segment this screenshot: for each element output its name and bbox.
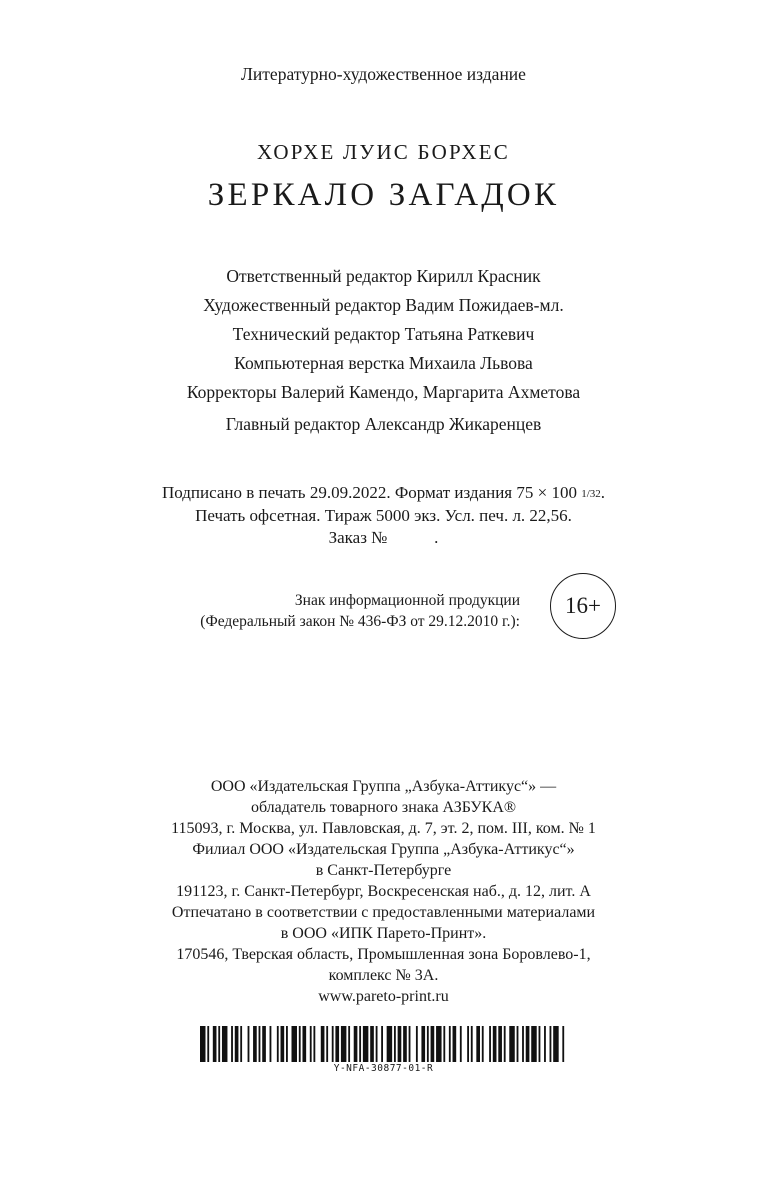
barcode-bar (489, 1026, 491, 1062)
barcode-bar (509, 1026, 514, 1062)
credit-line: Компьютерная верстка Михаила Львова (234, 353, 533, 373)
barcode-bar (460, 1026, 462, 1062)
publisher-line: 115093, г. Москва, ул. Павловская, д. 7, эт. 2, пом. III, ком. № 1 (171, 820, 596, 837)
barcode-graphic (200, 1026, 566, 1062)
barcode-bar (363, 1026, 368, 1062)
barcode-bar (416, 1026, 418, 1062)
barcode-bar (281, 1026, 285, 1062)
barcode-bar (394, 1026, 396, 1062)
print-info-block (0, 482, 767, 549)
publisher-line: ООО «Издательская Группа „Азбука-Аттикус“» — (210, 778, 557, 795)
chief-editor: Главный редактор Александр Жикаренцев (225, 414, 542, 434)
credit-line: Ответственный редактор Кирилл Красник (226, 266, 541, 286)
barcode-bar (498, 1026, 502, 1062)
barcode-bar (544, 1026, 546, 1062)
author-name: ХОРХЕ ЛУИС БОРХЕС (257, 140, 510, 164)
barcode-bar (376, 1026, 378, 1062)
barcode-bar (550, 1026, 552, 1062)
barcode-bar (313, 1026, 315, 1062)
barcode-bar (359, 1026, 361, 1062)
barcode-bar (299, 1026, 301, 1062)
genre-label: Литературно-художественное издание (241, 64, 526, 84)
barcode-bar (522, 1026, 524, 1062)
print-info-period: . (600, 483, 606, 502)
publisher-line: в ООО «ИПК Парето-Принт». (280, 925, 487, 942)
publisher-line: 170546, Тверская область, Промышленная зона Боровлево-1, (176, 946, 591, 963)
info-sign-line: Знак информационной продукции (294, 592, 520, 609)
barcode-bar (427, 1026, 429, 1062)
credit-line: Технический редактор Татьяна Раткевич (232, 324, 535, 344)
barcode-bar (218, 1026, 220, 1062)
barcode-bar (292, 1026, 297, 1062)
barcode-bar (504, 1026, 506, 1062)
barcode-bar (443, 1026, 445, 1062)
barcode-bar (403, 1026, 407, 1062)
barcode-bar (321, 1026, 325, 1062)
barcode-bar (259, 1026, 261, 1062)
print-info-line: Печать офсетная. Тираж 5000 экз. Усл. печ. л. 22,56. (195, 506, 572, 525)
barcode-bar (381, 1026, 383, 1062)
credit-line: Художественный редактор Вадим Пожидаев-мл. (203, 295, 564, 315)
barcode-bar (286, 1026, 288, 1062)
credit-line: Корректоры Валерий Камендо, Маргарита Ахметова (186, 382, 581, 402)
barcode-bar (526, 1026, 530, 1062)
barcode-bar (436, 1026, 441, 1062)
barcode-bar (302, 1026, 306, 1062)
barcode-bar (270, 1026, 272, 1062)
barcode-bar (387, 1026, 392, 1062)
barcode-bar (531, 1026, 536, 1062)
barcode-bar (539, 1026, 541, 1062)
format-fraction: 1/32 (581, 488, 601, 500)
credits-block (0, 262, 767, 407)
barcode-bar (471, 1026, 473, 1062)
print-info-text: Подписано в печать 29.09.2022. Формат издания 75 × 100 (161, 483, 582, 502)
barcode-bar (354, 1026, 358, 1062)
barcode-bar (326, 1026, 328, 1062)
publisher-line: в Санкт-Петербурге (315, 862, 452, 879)
barcode-code: Y-NFA-30877-01-R (333, 1063, 434, 1074)
publisher-line: 191123, г. Санкт-Петербург, Воскресенская наб., д. 12, лит. А (176, 883, 591, 900)
barcode-bar (449, 1026, 451, 1062)
print-info-line (0, 482, 767, 505)
barcode-bar (348, 1026, 350, 1062)
publisher-line: www.pareto-print.ru (318, 988, 449, 1005)
barcode-bar (332, 1026, 334, 1062)
barcode-bar (240, 1026, 242, 1062)
barcode-bar (467, 1026, 469, 1062)
publisher-line: Филиал ООО «Издательская Группа „Азбука-Аттикус“» (192, 841, 575, 858)
barcode-bar (235, 1026, 239, 1062)
barcode-bar (200, 1026, 205, 1062)
barcode-bar (562, 1026, 564, 1062)
publisher-block (0, 776, 767, 1007)
info-sign-line: (Федеральный закон № 436-ФЗ от 29.12.2010 г.): (200, 613, 520, 630)
barcode-bar (277, 1026, 279, 1062)
age-rating-badge (550, 573, 616, 639)
barcode-bar (431, 1026, 435, 1062)
publisher-line: Отпечатано в соответствии с предоставленными материалами (171, 904, 596, 921)
barcode-bar (421, 1026, 425, 1062)
info-sign-text (140, 590, 520, 632)
barcode-bar (493, 1026, 497, 1062)
barcode-bar (517, 1026, 519, 1062)
age-rating-label: 16+ (565, 593, 601, 618)
barcode-bar (262, 1026, 266, 1062)
barcode-bar (409, 1026, 411, 1062)
barcode-bar (310, 1026, 312, 1062)
book-title: ЗЕРКАЛО ЗАГАДОК (207, 177, 560, 213)
barcode-bar (482, 1026, 484, 1062)
barcode-bar (231, 1026, 233, 1062)
barcode-bar (553, 1026, 558, 1062)
barcode-bar (398, 1026, 402, 1062)
barcode-bar (222, 1026, 227, 1062)
barcode-bar (207, 1026, 209, 1062)
print-info-line: Заказ № . (328, 528, 439, 547)
barcode-bar (335, 1026, 339, 1062)
barcode-bar (248, 1026, 250, 1062)
barcode-bar (253, 1026, 257, 1062)
barcode-bar (213, 1026, 217, 1062)
publisher-line: обладатель товарного знака АЗБУКА® (250, 799, 517, 816)
barcode-bar (476, 1026, 480, 1062)
publisher-line: комплекс № 3А. (328, 967, 439, 984)
barcode-bar (370, 1026, 374, 1062)
barcode-bar (453, 1026, 457, 1062)
barcode-bar (341, 1026, 346, 1062)
